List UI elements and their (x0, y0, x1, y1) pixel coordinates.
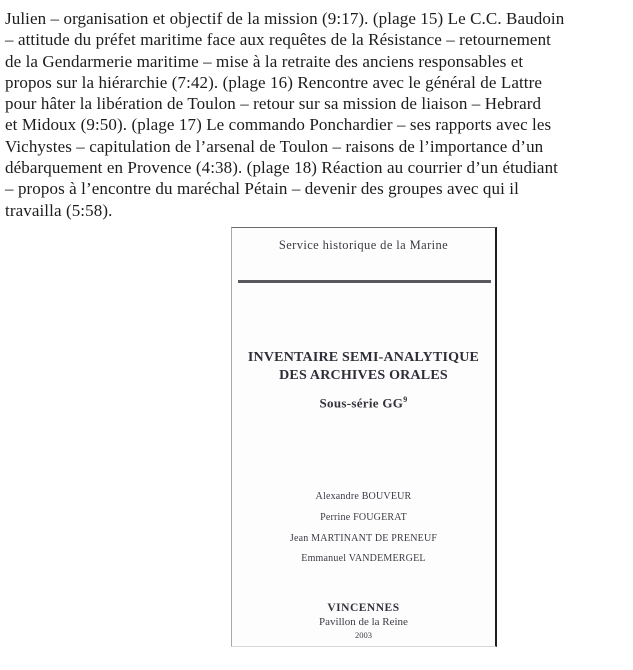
imprint-year: 2003 (355, 630, 372, 640)
text-line: de la Gendarmerie maritime – mise à la retraite des anciens responsables et (5, 51, 524, 71)
cover-subseries-label: Sous-série GG (319, 395, 404, 411)
text-line: débarquement en Provence (4:38). (plage 18) Réaction au courrier d’un étudiant (5, 158, 559, 178)
text-line: propos sur la hiérarchie (7:42). (plage 16) Rencontre avec le général de Lattre (5, 72, 543, 92)
imprint-building: Pavillon de la Reine (319, 616, 408, 628)
cover-subtitle (232, 395, 495, 411)
cover-publisher: Service historique de la Marine (278, 238, 449, 252)
text-line: – attitude du préfet maritime face aux requêtes de la Résistance – retournement (5, 30, 552, 50)
text-line: pour hâter la libération de Toulon – retour sur sa mission de liaison – Hebrard (5, 94, 542, 114)
imprint-city: VINCENNES (327, 602, 400, 614)
cover-title-line1: INVENTAIRE SEMI-ANALYTIQUE (247, 350, 480, 365)
cover-title (232, 349, 495, 385)
text-line: – propos à l’encontre du maréchal Pétain – devenir des groupes avec qui il (5, 179, 519, 199)
cover-subseries-superscript: 9 (403, 395, 408, 404)
cover-imprint (232, 601, 495, 641)
text-line: et Midoux (9:50). (plage 17) Le commando Ponchardier – ses rapports avec les (5, 115, 552, 135)
author-line: Perrine FOUGERAT (320, 511, 407, 523)
text-line: Vichystes – capitulation de l’arsenal de Toulon – raisons de l’importance d’un (5, 136, 544, 156)
text-line: Julien – organisation et objectif de la mission (9:17). (plage 15) Le C.C. Baudoin (5, 9, 565, 28)
cover-title-line2: DES ARCHIVES ORALES (279, 368, 448, 383)
cover-page-image (231, 227, 497, 647)
author-line: Alexandre BOUVEUR (315, 491, 412, 502)
document-paragraph (5, 8, 629, 221)
cover-authors-list (232, 487, 495, 570)
author-line: Jean MARTINANT DE PRENEUF (289, 532, 438, 544)
divider-rule (238, 280, 491, 283)
text-line: travailla (5:58). (5, 200, 113, 220)
author-line: Emmanuel VANDEMERGEL (301, 553, 426, 565)
